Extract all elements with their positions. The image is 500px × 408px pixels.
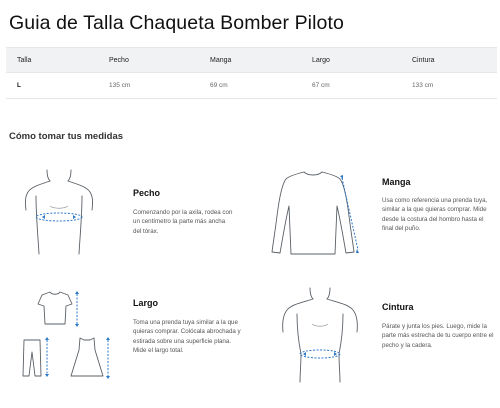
cell-largo: 67 cm <box>312 82 330 89</box>
header-pecho: Pecho <box>109 57 129 64</box>
measure-text: Comenzando por la axila, rodea con un centímetro la parte más ancha del tórax. <box>133 209 233 235</box>
longsleeve-shirt-icon <box>262 164 372 260</box>
cell-manga: 69 cm <box>210 82 228 89</box>
header-manga: Manga <box>210 57 232 64</box>
measure-name: Cintura <box>382 302 414 312</box>
cell-talla: L <box>17 82 21 89</box>
torso-waist-icon <box>270 284 370 384</box>
table-row <box>6 73 497 99</box>
measure-name: Manga <box>382 177 411 187</box>
measure-item-cintura <box>250 278 500 403</box>
measure-item-pecho <box>0 160 250 270</box>
measure-item-largo <box>0 278 250 403</box>
measure-name: Largo <box>133 298 159 308</box>
cell-cintura: 133 cm <box>412 82 434 89</box>
size-table <box>6 47 497 99</box>
measure-text: Toma una prenda tuya similar a la que quieras comprar. Colócala abrochada y estirada sobre una superficie plana. Mide el largo total. <box>133 319 241 355</box>
measure-text: Usa como referencia una prenda tuya, similar a la que quieras comprar. Mide desde la costura del hombro hasta el final del puño. <box>382 197 488 233</box>
torso-chest-icon <box>14 166 104 256</box>
measure-item-manga <box>250 160 500 270</box>
header-talla: Talla <box>17 57 32 64</box>
header-largo: Largo <box>312 57 330 64</box>
cell-pecho: 135 cm <box>109 82 131 89</box>
measure-name: Pecho <box>133 188 161 198</box>
measure-heading: Cómo tomar tus medidas <box>9 131 124 142</box>
page-title: Guia de Talla Chaqueta Bomber Piloto <box>9 12 344 34</box>
garments-length-icon <box>14 284 114 380</box>
measure-text: Párate y junta los pies. Luego, mide la parte más estrecha de tu cuerpo entre el pecho y la cadera. <box>382 323 494 349</box>
header-cintura: Cintura <box>412 57 435 64</box>
table-header <box>6 47 497 73</box>
